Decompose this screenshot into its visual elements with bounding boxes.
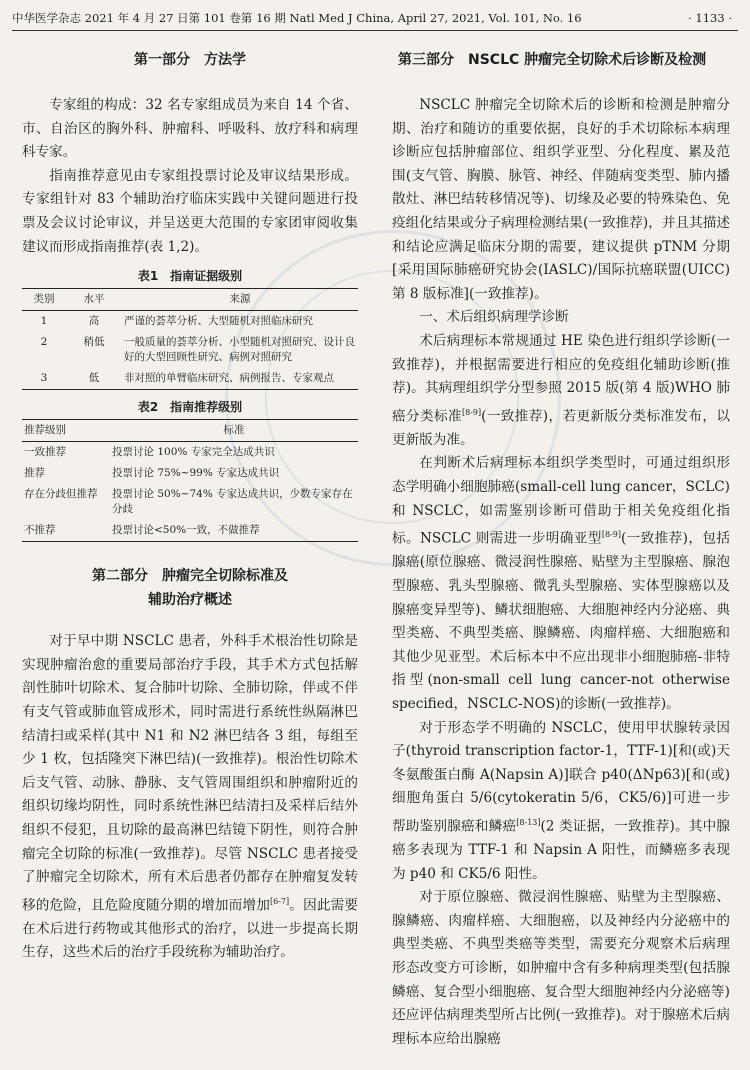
part3-paragraph-1: NSCLC 肿瘤完全切除术后的诊断和检测是肿瘤分期、治疗和随访的重要依据，良好的手术切除标本病理诊断应包括肿瘤部位、组织学亚型、分化程度、累及范围(支气管、胸膜、脉管、神经、伴随病变类型、肺内播散灶、淋巴结转移情况等)、切缘及必要的特殊染色、免疫组化结果或分子病理检测结果(一致推荐)，并且其描述和结论应满足临床分期的需要，建议提供 pTNM 分期[采用国际肺癌研究协会(IASLC)/国际抗癌联盟(UICC)第 8 版标准](一致推荐)。	[392, 97, 730, 302]
table2-title: 表2 指南推荐级别	[137, 400, 243, 415]
table1-evidence-levels	[22, 288, 358, 390]
part3-paragraph-3	[392, 452, 730, 716]
table-cell: 不推荐	[24, 524, 56, 537]
table-header-row	[22, 289, 358, 311]
table-cell: 投票讨论 75%~99% 专家达成共识	[112, 467, 280, 480]
part2-title-line2: 辅助治疗概述	[148, 592, 232, 609]
part3-subheading-1: 一、术后组织病理学诊断	[419, 309, 569, 326]
table-row	[22, 442, 358, 464]
part3-paragraph-5: 对于原位腺癌、微浸润性腺癌、贴壁为主型腺癌、腺鳞癌、肉瘤样癌、大细胞癌，以及神经内分泌癌中的典型类癌、不典型类癌等类型，需要充分观察术后病理形态改变方可诊断，如肿瘤中含有多种病理类型(包括腺鳞癌、复合型小细胞癌、复合型大细胞神经内分泌癌等)还应评估病理类型所占比例(一致推荐)。对于腺癌术后病理标本应给出腺癌	[392, 889, 730, 1047]
part1-title: 第一部分 方法学	[134, 52, 246, 68]
part3-p2-text-a: 术后病理标本常规通过 HE 染色进行组织学诊断(一致推荐)，并根据需要进行相应的免疫组化辅助诊断(推荐)。其病理组织学分型参照 2015 版(第 4 版)WHO 肺癌分类标准	[392, 332, 730, 425]
part2-paragraph-1	[22, 630, 358, 965]
table-cell: 低	[88, 372, 100, 385]
table-header-row	[22, 420, 358, 442]
right-column	[392, 40, 730, 1051]
part3-title: 第三部分 NSCLC 肿瘤完全切除术后诊断及检测	[398, 52, 707, 68]
part3-p3-text-b: (一致推荐)，包括腺癌(原位腺癌、微浸润性腺癌、贴壁为主型腺癌、腺泡型腺癌、乳头型腺癌、微乳头型腺癌、实体型腺癌以及腺癌变异型等)、鳞状细胞癌、大细胞神经内分泌癌、典型类癌、不典型类癌、腺鳞癌、肉瘤样癌、大细胞癌和其他少见亚型。术后标本中不应出现非小细胞肺癌-非特指型(non-small cell lung cancer-not otherwise specified，NSCLC-NOS)的诊断(一致推荐)。	[392, 530, 731, 712]
table-cell: 投票讨论 100% 专家完全达成共识	[112, 446, 275, 459]
citation-ref: [8-13]	[516, 817, 541, 827]
part2-title	[22, 564, 358, 612]
part3-p2-text-b: (一致推荐)，若更新版分类标准发布，以更新版为准。	[392, 408, 731, 448]
table-cell: 3	[40, 372, 48, 385]
table1-header-category: 类别	[33, 293, 55, 306]
table2-header-grade: 推荐级别	[24, 424, 66, 437]
table-row	[22, 520, 358, 542]
citation-ref: [8-9]	[601, 530, 621, 540]
part2-title-line1: 第二部分 肿瘤完全切除标准及	[92, 568, 288, 585]
table-cell: 一致推荐	[24, 446, 66, 459]
part3-p4-text-b: (2 类证据，一致推荐)。其中腺癌多表现为 TTF-1 和 Napsin A 阳性，而鳞癌多表现为 p40 和 CK5/6 阳性。	[392, 818, 730, 882]
citation-ref: [6-7]	[270, 896, 290, 906]
table-cell: 投票讨论 50%~74% 专家达成共识，少数专家存在分歧	[112, 488, 353, 516]
table2-header-criteria: 标准	[223, 424, 245, 437]
part2-p1-text-a: 对于早中期 NSCLC 患者，外科手术根治性切除是实现肿瘤治愈的重要局部治疗手段，其手术方式包括解剖性肺叶切除术、复合肺叶切除、全肺切除，伴或不伴有支气管或肺血管成形术，同时需进行系统性纵隔淋巴结清扫或采样(其中 N1 和 N2 淋巴结各 3 组，每组至少 1 枚，包括隆突下淋巴结)(一致推荐)。根治性切除术后支气管、动脉、静脉、支气管周围组织和肿瘤附近的组织切缘均阴性，同时系统性淋巴结清扫及采样后结外组织不侵犯，且切除的最高淋巴结镜下阴性，则符合肿瘤完全切除的标准(一致推荐)。尽管 NSCLC 患者接受了肿瘤完全切除术，所有术后患者仍都存在肿瘤复发转移的危险，且危险度随分期的增加而增加	[22, 633, 358, 914]
table-row	[22, 368, 358, 390]
table-cell: 高	[88, 315, 100, 328]
running-head	[12, 8, 738, 31]
table-cell: 严谨的荟萃分析、大型随机对照临床研究	[124, 315, 313, 328]
table-row	[22, 463, 358, 484]
part3-p3-text-a: 在判断术后病理标本组织学类型时，可通过组织形态学明确小细胞肺癌(small-cell lung cancer，SCLC)和 NSCLC，如需鉴别诊断可借助于相关免疫组化指标。NSCLC 则需进一步明确亚型	[392, 455, 730, 547]
table2-recommendation-levels	[22, 419, 358, 542]
table-cell: 1	[40, 315, 48, 328]
table-cell: 2	[40, 336, 48, 349]
table1-header-source: 来源	[229, 293, 251, 306]
table-cell: 非对照的单臂临床研究、病例报告、专家观点	[124, 372, 334, 385]
left-column	[22, 40, 358, 965]
page-number: · 1133 ·	[688, 11, 732, 25]
part1-paragraph-1: 专家组的构成：32 名专家组成员为来自 14 个省、市、自治区的胸外科、肿瘤科、呼吸科、放疗科和病理科专家。	[22, 97, 358, 161]
table1-title: 表1 指南证据级别	[137, 269, 243, 284]
table-cell: 存在分歧但推荐	[24, 488, 98, 501]
part3-paragraph-4	[392, 717, 730, 887]
table-row	[22, 332, 358, 368]
part1-paragraph-2: 指南推荐意见由专家组投票讨论及审议结果形成。专家组针对 83 个辅助治疗临床实践中关键问题进行投票及会议讨论审议，并呈送更大范围的专家团审阅收集建议而形成指南推荐(表 1,2)。	[22, 167, 358, 255]
table-row	[22, 311, 358, 333]
citation-ref: [8-9]	[461, 407, 482, 417]
part3-paragraph-2	[392, 330, 730, 453]
table-cell: 推荐	[24, 467, 45, 480]
part3-p4-text-a: 对于形态学不明确的 NSCLC，使用甲状腺转录因子(thyroid transcription factor-1，TTF-1)[和(或)天冬氨酸蛋白酶 A(Napsin A)]联合 p40(ΔNp63)[和(或)细胞角蛋白 5/6(cytokeratin 5/6，CK5/6)]可进一步帮助鉴别腺癌和鳞癌	[392, 719, 730, 835]
table-cell: 稍低	[83, 336, 105, 349]
journal-citation: 中华医学杂志 2021 年 4 月 27 日第 101 卷第 16 期 Natl Med J China, April 27, 2021, Vol. 101, No. 16	[12, 11, 582, 25]
table1-header-level: 水平	[83, 293, 105, 306]
table-cell: 一般质量的荟萃分析、小型随机对照研究、设计良好的大型回顾性研究、病例对照研究	[124, 336, 355, 364]
part2-p1-text-b: 。因此需要在术后进行药物或其他形式的治疗，以进一步提高长期生存，这些术后的治疗手段统称为辅助治疗。	[22, 897, 359, 961]
table-cell: 投票讨论<50%一致，不做推荐	[112, 524, 260, 537]
table-row	[22, 484, 358, 520]
